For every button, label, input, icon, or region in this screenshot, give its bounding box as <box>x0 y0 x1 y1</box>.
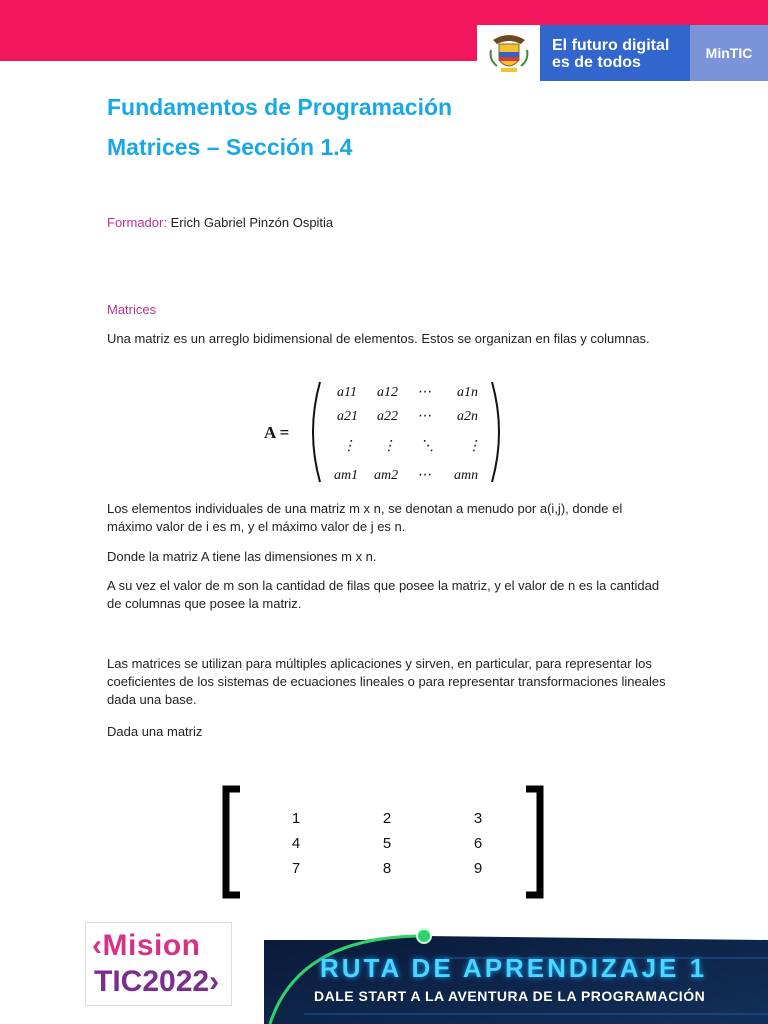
slogan-line-1: El futuro digital <box>552 37 670 54</box>
trainer-label: Formador: <box>107 215 167 230</box>
paragraph-elements: Los elementos individuales de una matriz m x n, se denotan a menudo por a(i,j), donde el máximo valor de i es m, y el máximo valor de j es n. <box>107 501 623 534</box>
banner-dot-icon <box>417 929 431 943</box>
matrix-cell: 2 <box>382 810 392 827</box>
page-title: Fundamentos de Programación <box>107 94 453 120</box>
mintic-label: MinTIC <box>690 25 768 81</box>
formula-lhs: A = <box>264 423 290 442</box>
formula-cell: ⋮ <box>342 439 356 454</box>
section-heading: Matrices <box>107 302 157 317</box>
formula-cell: ⋯ <box>417 409 431 424</box>
matrix-cell: 4 <box>291 835 301 852</box>
formula-cell: ⋮ <box>382 439 396 454</box>
formula-cell: ⋯ <box>417 385 431 400</box>
paragraph-given-matrix: Dada una matriz <box>107 724 203 739</box>
page-subtitle: Matrices – Sección 1.4 <box>107 134 353 160</box>
logo-line-2: TIC2022› <box>94 965 220 998</box>
formula-cell: am2 <box>374 468 399 483</box>
matrix-cell: 9 <box>473 860 483 877</box>
matrix-cell: 8 <box>382 860 392 877</box>
coat-of-arms-icon <box>477 25 540 81</box>
formula-right-paren <box>492 382 499 482</box>
left-bracket <box>226 789 240 895</box>
formula-cell: a12 <box>377 385 398 400</box>
logo-line-1: ‹Mision <box>92 929 201 962</box>
banner-title: RUTA DE APRENDIZAJE 1 <box>320 953 708 983</box>
matrix-cell: 1 <box>291 810 301 827</box>
paragraph-dimensions: Donde la matriz A tiene las dimensiones m x n. <box>107 549 377 564</box>
slogan <box>540 25 690 81</box>
formula-cell: a1n <box>457 385 478 400</box>
formula-cell: a21 <box>337 409 358 424</box>
formula-cell: a2n <box>457 409 478 424</box>
matrix-formula <box>262 378 502 486</box>
matrix-cell: 5 <box>382 835 392 852</box>
paragraph-rows-columns: A su vez el valor de m son la cantidad de filas que posee la matriz, y el valor de n es la cantidad de columnas que posee la matriz. <box>107 578 660 611</box>
formula-cell: am1 <box>334 468 359 483</box>
formula-left-paren <box>313 382 320 482</box>
banner-subtitle: DALE START A LA AVENTURA DE LA PROGRAMACIÓN <box>314 988 706 1004</box>
formula-cell: a11 <box>337 385 357 400</box>
example-matrix <box>220 785 548 905</box>
formula-cell: a22 <box>377 409 398 424</box>
formula-cell: ⋮ <box>467 439 481 454</box>
formula-cell: amn <box>454 468 479 483</box>
trainer-name: Erich Gabriel Pinzón Ospitia <box>170 215 334 230</box>
trainer-line <box>107 214 667 232</box>
matrix-cell: 7 <box>291 860 301 877</box>
matrix-cell: 3 <box>473 810 483 827</box>
mision-tic-logo <box>85 922 232 1006</box>
right-bracket <box>526 789 540 895</box>
government-header <box>477 25 768 81</box>
formula-cell: ⋱ <box>420 439 434 454</box>
formula-cell: ⋯ <box>417 468 431 483</box>
slogan-line-2: es de todos <box>552 54 641 71</box>
paragraph-applications: Las matrices se utilizan para múltiples aplicaciones y sirven, en particular, para representar los coeficientes de los sistemas de ecuaciones lineales o para representar transformaciones lineales dada una base. <box>107 656 666 707</box>
matrix-cell: 6 <box>473 835 483 852</box>
paragraph-definition: Una matriz es un arreglo bidimensional de elementos. Estos se organizan en filas y columnas. <box>107 331 650 346</box>
